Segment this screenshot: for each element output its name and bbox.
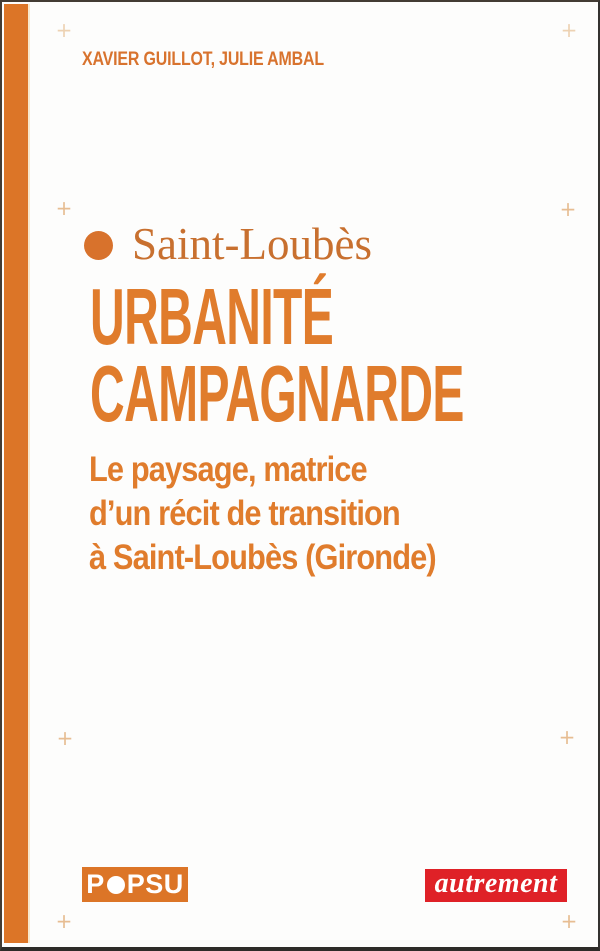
registration-mark: + bbox=[560, 909, 578, 933]
bullet-circle-icon bbox=[84, 231, 113, 260]
registration-mark: + bbox=[558, 725, 576, 749]
subtitle-line-1: Le paysage, matrice bbox=[89, 450, 367, 489]
location-row bbox=[84, 219, 372, 269]
title-line-1: URBANITÉ bbox=[90, 272, 334, 361]
popsu-logo-text-psu: PSU bbox=[126, 869, 184, 899]
title-line-2: CAMPAGNARDE bbox=[90, 349, 464, 438]
registration-mark: + bbox=[55, 909, 73, 933]
registration-mark: + bbox=[559, 197, 577, 221]
book-subtitle bbox=[89, 448, 436, 580]
author-line: XAVIER GUILLOT, JULIE AMBAL bbox=[82, 49, 324, 70]
registration-mark: + bbox=[55, 18, 73, 42]
registration-mark: + bbox=[55, 196, 73, 220]
autrement-logo-text: autrement bbox=[434, 868, 558, 899]
registration-mark: + bbox=[56, 726, 74, 750]
location-label: Saint-Loubès bbox=[132, 219, 372, 269]
subtitle-line-3: à Saint-Loubès (Gironde) bbox=[89, 538, 436, 577]
registration-mark: + bbox=[560, 18, 578, 42]
subtitle-line-2: d’un récit de transition bbox=[89, 494, 400, 533]
popsu-logo-text-p: P bbox=[86, 869, 105, 899]
popsu-o-disc-icon bbox=[107, 876, 125, 894]
popsu-logo bbox=[82, 867, 188, 902]
spine-bar bbox=[4, 4, 30, 943]
book-title bbox=[90, 272, 464, 438]
autrement-logo bbox=[425, 869, 567, 902]
